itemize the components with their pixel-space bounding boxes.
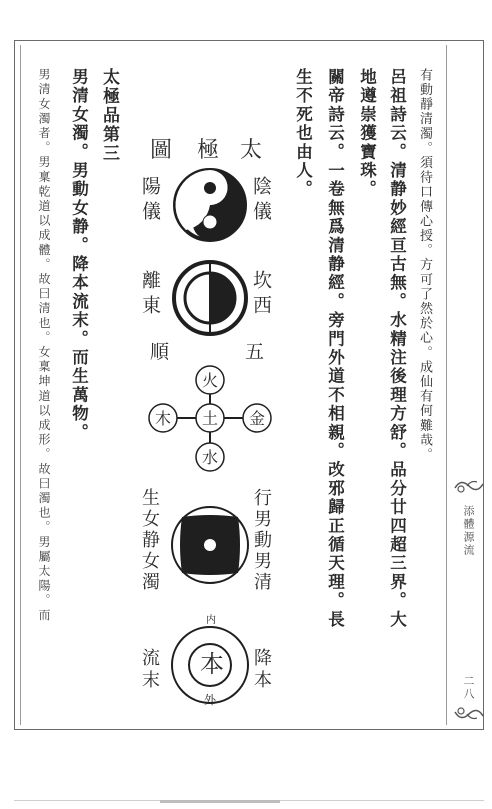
text-column-2: 呂祖詩云。清静妙經亘古無。水精注後理方舒。品分廿四超三界。大 [387,68,407,629]
margin-top-rule [446,40,484,41]
label-kan-xi: 坎西 [250,270,272,320]
text-column-4: 關帝詩云。一卷無爲清静經。旁門外道不相親。改邪歸正循天理。長 [325,68,345,629]
element-jin: 金 [249,409,266,428]
label-shun: 順 [150,341,170,363]
label-right-xing: 行男動男清 [251,488,272,593]
label-yang-yi: 陽儀 [139,176,161,226]
text-column-5: 生不死也由人。 [293,68,313,199]
text-column-6: 男清女濁。男動女静。降本流末。而生萬物。 [69,68,89,442]
side-title: 添體源流 [462,505,475,557]
label-nei: 内 [206,615,216,626]
diagram-title-char-3: 圖 [150,138,173,163]
label-wu: 五 [245,341,265,363]
top-ornament-icon [453,476,485,498]
bottom-tab [160,800,280,803]
label-wai: 外 [204,693,217,707]
text-column-7: 男清女濁者。男稟乾道以成體。故曰清也。女稟坤道以成形。故曰濁也。男屬太陽。而 [37,68,51,623]
taiji-symbol [175,170,245,240]
diagram-title-char-1: 太 [240,138,263,163]
section-heading: 太極品第三 [99,68,119,163]
label-li-dong: 離東 [139,270,161,320]
inner-left-rule [20,45,21,725]
label-yin-yi: 陰儀 [250,176,272,226]
element-tu: 土 [202,409,219,428]
page-number: 二八 [462,675,475,701]
text-column-3: 地遵崇獲寶珠。 [357,68,377,199]
label-ben-center: 本 [200,650,224,678]
label-jiang-ben: 降本 [251,648,272,692]
inner-right-rule [446,45,447,725]
element-shui: 水 [202,448,219,467]
text-column-1: 有動靜清濁。須待口傳心授。方可了然於心。成仙有何難哉。 [417,68,432,463]
element-mu: 木 [155,409,172,428]
label-left-sheng: 生女静女濁 [139,488,160,593]
element-huo: 火 [202,371,219,390]
label-liu-mo: 流末 [139,648,160,692]
square-in-circle-symbol [172,507,248,583]
bottom-ornament-icon [453,702,485,724]
kanli-symbol [174,262,246,334]
diagram-title-char-2: 極 [197,138,220,163]
